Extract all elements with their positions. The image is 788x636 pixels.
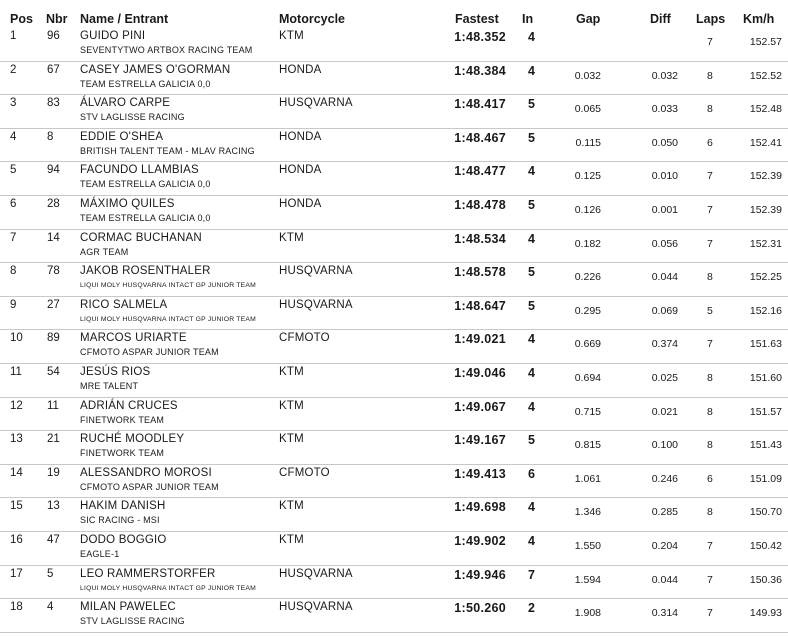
cell-team-name: AGR TEAM bbox=[80, 246, 129, 257]
cell-laps: 7 bbox=[707, 36, 713, 48]
cell-nbr: 89 bbox=[47, 332, 60, 345]
cell-pos: 6 bbox=[10, 197, 17, 210]
cell-rider-name: CASEY JAMES O'GORMAN bbox=[80, 63, 231, 76]
cell-fastest-lap: 1:49.046 bbox=[454, 365, 506, 380]
cell-fastest-lap: 1:49.902 bbox=[454, 533, 506, 548]
cell-motorcycle: HUSQVARNA bbox=[279, 97, 353, 110]
table-row bbox=[0, 162, 788, 196]
cell-fastest-lap: 1:48.477 bbox=[454, 164, 506, 179]
cell-team-name: STV LAGLISSE RACING bbox=[80, 616, 185, 627]
cell-team-name: TEAM ESTRELLA GALICIA 0,0 bbox=[80, 78, 211, 89]
cell-speed-kmh: 152.39 bbox=[749, 170, 782, 183]
cell-speed-kmh: 152.57 bbox=[749, 36, 782, 48]
cell-fastest-lap: 1:49.413 bbox=[454, 466, 506, 481]
cell-laps: 7 bbox=[707, 607, 713, 620]
cell-motorcycle: HONDA bbox=[279, 63, 322, 76]
header-in: In bbox=[522, 12, 534, 26]
cell-diff: 0.032 bbox=[651, 69, 678, 82]
table-row bbox=[0, 364, 788, 398]
table-row bbox=[0, 532, 788, 566]
cell-motorcycle: KTM bbox=[279, 533, 304, 546]
cell-team-name: LIQUI MOLY HUSQVARNA INTACT GP JUNIOR TEAM bbox=[80, 584, 256, 592]
cell-gap: 0.126 bbox=[574, 203, 601, 216]
cell-motorcycle: KTM bbox=[279, 365, 304, 378]
cell-nbr: 96 bbox=[47, 30, 60, 42]
cell-team-name: EAGLE-1 bbox=[80, 548, 120, 559]
header-kmh: Km/h bbox=[743, 12, 775, 26]
cell-speed-kmh: 151.63 bbox=[749, 338, 782, 351]
cell-pos: 12 bbox=[10, 399, 23, 412]
cell-fastest-lap: 1:48.417 bbox=[454, 97, 506, 112]
cell-fastest-lap: 1:48.352 bbox=[454, 30, 506, 44]
cell-motorcycle: KTM bbox=[279, 231, 304, 244]
cell-diff: 0.285 bbox=[651, 506, 678, 519]
cell-diff: 0.044 bbox=[651, 271, 678, 284]
cell-nbr: 4 bbox=[47, 601, 54, 614]
cell-in-lap: 5 bbox=[528, 298, 535, 313]
cell-nbr: 5 bbox=[47, 567, 54, 580]
cell-pos: 17 bbox=[10, 567, 23, 580]
cell-gap: 0.115 bbox=[575, 136, 601, 149]
table-row bbox=[0, 28, 788, 62]
cell-rider-name: DODO BOGGIO bbox=[80, 533, 167, 546]
cell-fastest-lap: 1:49.698 bbox=[454, 500, 506, 515]
cell-team-name: TEAM ESTRELLA GALICIA 0,0 bbox=[80, 179, 211, 190]
cell-in-lap: 5 bbox=[528, 265, 535, 280]
cell-team-name: BRITISH TALENT TEAM - MLAV RACING bbox=[80, 145, 255, 156]
cell-motorcycle: KTM bbox=[279, 500, 304, 513]
cell-fastest-lap: 1:49.021 bbox=[454, 332, 506, 347]
cell-motorcycle: KTM bbox=[279, 30, 304, 42]
cell-speed-kmh: 152.16 bbox=[749, 304, 782, 317]
header-gap: Gap bbox=[576, 12, 601, 26]
cell-pos: 18 bbox=[10, 601, 23, 614]
cell-laps: 6 bbox=[707, 472, 713, 485]
cell-laps: 5 bbox=[707, 304, 713, 317]
cell-team-name: MRE TALENT bbox=[80, 380, 139, 391]
cell-team-name: TEAM ESTRELLA GALICIA 0,0 bbox=[80, 212, 211, 223]
cell-fastest-lap: 1:49.067 bbox=[454, 399, 506, 414]
cell-laps: 8 bbox=[707, 103, 713, 116]
cell-speed-kmh: 152.41 bbox=[749, 136, 782, 149]
cell-diff: 0.069 bbox=[651, 304, 678, 317]
cell-diff: 0.010 bbox=[651, 170, 678, 183]
cell-nbr: 21 bbox=[47, 433, 60, 446]
cell-team-name: FINETWORK TEAM bbox=[80, 448, 165, 459]
table-row bbox=[0, 95, 788, 129]
cell-speed-kmh: 151.43 bbox=[749, 439, 782, 452]
cell-speed-kmh: 150.42 bbox=[749, 539, 782, 552]
cell-gap: 0.669 bbox=[574, 338, 601, 351]
header-laps: Laps bbox=[696, 12, 726, 26]
cell-motorcycle: HUSQVARNA bbox=[279, 567, 353, 580]
cell-pos: 7 bbox=[10, 231, 17, 244]
cell-pos: 14 bbox=[10, 466, 23, 479]
cell-diff: 0.044 bbox=[651, 573, 678, 586]
cell-speed-kmh: 151.57 bbox=[749, 405, 782, 418]
cell-rider-name: HAKIM DANISH bbox=[80, 500, 166, 513]
table-row bbox=[0, 566, 788, 600]
cell-gap: 0.065 bbox=[574, 103, 601, 116]
cell-in-lap: 6 bbox=[528, 466, 535, 481]
cell-motorcycle: CFMOTO bbox=[279, 466, 330, 479]
cell-in-lap: 5 bbox=[528, 97, 535, 112]
cell-speed-kmh: 152.31 bbox=[749, 237, 782, 250]
cell-in-lap: 4 bbox=[528, 533, 535, 548]
cell-pos: 4 bbox=[10, 130, 17, 143]
cell-laps: 6 bbox=[707, 136, 713, 149]
header-pos: Pos bbox=[10, 12, 33, 26]
cell-fastest-lap: 1:49.946 bbox=[454, 567, 506, 582]
cell-laps: 8 bbox=[707, 371, 713, 384]
cell-nbr: 78 bbox=[47, 265, 60, 278]
cell-motorcycle: HUSQVARNA bbox=[279, 298, 353, 311]
cell-nbr: 19 bbox=[47, 466, 60, 479]
cell-in-lap: 4 bbox=[528, 63, 535, 78]
cell-motorcycle: KTM bbox=[279, 433, 304, 446]
cell-diff: 0.374 bbox=[651, 338, 678, 351]
cell-rider-name: JESÚS RIOS bbox=[80, 365, 151, 378]
cell-nbr: 8 bbox=[47, 130, 54, 143]
cell-pos: 2 bbox=[10, 63, 17, 76]
cell-in-lap: 4 bbox=[528, 30, 535, 44]
table-row bbox=[0, 230, 788, 264]
header-name: Name / Entrant bbox=[80, 12, 169, 26]
cell-laps: 8 bbox=[707, 405, 713, 418]
cell-speed-kmh: 151.60 bbox=[749, 371, 782, 384]
cell-gap: 0.295 bbox=[574, 304, 601, 317]
cell-rider-name: RUCHÉ MOODLEY bbox=[80, 433, 185, 446]
cell-pos: 11 bbox=[10, 365, 22, 378]
cell-fastest-lap: 1:50.260 bbox=[454, 601, 506, 616]
cell-rider-name: RICO SALMELA bbox=[80, 298, 168, 311]
cell-pos: 8 bbox=[10, 265, 17, 278]
cell-team-name: FINETWORK TEAM bbox=[80, 414, 165, 425]
cell-laps: 8 bbox=[707, 439, 713, 452]
cell-nbr: 28 bbox=[47, 197, 60, 210]
cell-laps: 7 bbox=[707, 237, 713, 250]
table-header bbox=[0, 0, 788, 28]
cell-fastest-lap: 1:48.647 bbox=[454, 298, 506, 313]
cell-rider-name: ALESSANDRO MOROSI bbox=[80, 466, 212, 479]
cell-motorcycle: KTM bbox=[279, 399, 304, 412]
cell-in-lap: 4 bbox=[528, 399, 535, 414]
cell-gap: 0.182 bbox=[574, 237, 601, 250]
cell-in-lap: 5 bbox=[528, 433, 535, 448]
cell-nbr: 67 bbox=[47, 63, 60, 76]
cell-in-lap: 5 bbox=[528, 197, 535, 212]
table-row bbox=[0, 498, 788, 532]
results-table-body bbox=[0, 28, 788, 633]
cell-motorcycle: CFMOTO bbox=[279, 332, 330, 345]
cell-motorcycle: HUSQVARNA bbox=[279, 601, 353, 614]
table-row bbox=[0, 465, 788, 499]
cell-team-name: LIQUI MOLY HUSQVARNA INTACT GP JUNIOR TEAM bbox=[80, 282, 256, 290]
cell-diff: 0.021 bbox=[651, 405, 678, 418]
table-row bbox=[0, 398, 788, 432]
cell-laps: 7 bbox=[707, 338, 713, 351]
cell-diff: 0.001 bbox=[651, 203, 678, 216]
cell-team-name: LIQUI MOLY HUSQVARNA INTACT GP JUNIOR TEAM bbox=[80, 315, 256, 323]
cell-nbr: 13 bbox=[47, 500, 60, 513]
cell-gap: 1.594 bbox=[574, 573, 601, 586]
cell-rider-name: GUIDO PINI bbox=[80, 30, 146, 42]
cell-rider-name: FACUNDO LLAMBIAS bbox=[80, 164, 199, 177]
cell-gap: 1.550 bbox=[574, 539, 601, 552]
cell-speed-kmh: 149.93 bbox=[749, 607, 782, 620]
cell-pos: 16 bbox=[10, 533, 23, 546]
cell-gap: 0.815 bbox=[574, 439, 601, 452]
cell-rider-name: ADRIÁN CRUCES bbox=[80, 399, 178, 412]
cell-fastest-lap: 1:48.467 bbox=[454, 130, 506, 145]
table-row bbox=[0, 599, 788, 633]
cell-diff: 0.056 bbox=[651, 237, 678, 250]
cell-gap: 1.061 bbox=[574, 472, 601, 485]
cell-in-lap: 5 bbox=[528, 130, 535, 145]
cell-nbr: 94 bbox=[47, 164, 60, 177]
cell-pos: 1 bbox=[10, 30, 17, 42]
cell-fastest-lap: 1:48.534 bbox=[454, 231, 506, 246]
cell-rider-name: CORMAC BUCHANAN bbox=[80, 231, 202, 244]
cell-speed-kmh: 150.36 bbox=[749, 573, 782, 586]
cell-nbr: 54 bbox=[47, 365, 60, 378]
cell-motorcycle: HONDA bbox=[279, 197, 322, 210]
cell-fastest-lap: 1:48.384 bbox=[454, 63, 506, 78]
cell-pos: 9 bbox=[10, 298, 17, 311]
cell-diff: 0.204 bbox=[651, 539, 678, 552]
cell-in-lap: 4 bbox=[528, 231, 535, 246]
cell-diff: 0.246 bbox=[651, 472, 678, 485]
cell-pos: 10 bbox=[10, 332, 23, 345]
cell-fastest-lap: 1:49.167 bbox=[454, 433, 506, 448]
cell-laps: 7 bbox=[707, 203, 713, 216]
table-row bbox=[0, 196, 788, 230]
cell-speed-kmh: 152.48 bbox=[749, 103, 782, 116]
cell-in-lap: 7 bbox=[528, 567, 535, 582]
cell-rider-name: JAKOB ROSENTHALER bbox=[80, 265, 211, 278]
cell-team-name: STV LAGLISSE RACING bbox=[80, 112, 185, 123]
cell-rider-name: LEO RAMMERSTORFER bbox=[80, 567, 216, 580]
cell-gap: 0.032 bbox=[574, 69, 601, 82]
cell-diff: 0.050 bbox=[651, 136, 678, 149]
cell-laps: 7 bbox=[707, 539, 713, 552]
header-nbr: Nbr bbox=[46, 12, 68, 26]
header-diff: Diff bbox=[650, 12, 671, 26]
cell-speed-kmh: 152.39 bbox=[749, 203, 782, 216]
cell-fastest-lap: 1:48.478 bbox=[454, 197, 506, 212]
table-row bbox=[0, 297, 788, 331]
cell-rider-name: MÁXIMO QUILES bbox=[80, 197, 175, 210]
cell-team-name: SEVENTYTWO ARTBOX RACING TEAM bbox=[80, 45, 253, 55]
cell-laps: 7 bbox=[707, 170, 713, 183]
cell-nbr: 83 bbox=[47, 97, 60, 110]
cell-motorcycle: HONDA bbox=[279, 164, 322, 177]
cell-in-lap: 4 bbox=[528, 365, 535, 380]
cell-gap: 0.694 bbox=[574, 371, 601, 384]
header-fastest: Fastest bbox=[455, 12, 499, 26]
cell-gap: 1.346 bbox=[574, 506, 601, 519]
table-row bbox=[0, 129, 788, 163]
cell-diff: 0.025 bbox=[651, 371, 678, 384]
cell-nbr: 11 bbox=[47, 399, 59, 412]
cell-rider-name: EDDIE O'SHEA bbox=[80, 130, 164, 143]
cell-team-name: SIC RACING - MSI bbox=[80, 515, 160, 526]
cell-speed-kmh: 152.25 bbox=[749, 271, 782, 284]
cell-rider-name: MILAN PAWELEC bbox=[80, 601, 176, 614]
table-row bbox=[0, 263, 788, 297]
cell-laps: 8 bbox=[707, 271, 713, 284]
cell-motorcycle: HONDA bbox=[279, 130, 322, 143]
cell-nbr: 14 bbox=[47, 231, 60, 244]
cell-in-lap: 4 bbox=[528, 164, 535, 179]
cell-diff: 0.314 bbox=[651, 607, 678, 620]
cell-pos: 15 bbox=[10, 500, 23, 513]
cell-gap: 0.125 bbox=[574, 170, 601, 183]
cell-pos: 5 bbox=[10, 164, 17, 177]
cell-gap: 0.226 bbox=[574, 271, 601, 284]
cell-speed-kmh: 151.09 bbox=[749, 472, 782, 485]
cell-laps: 8 bbox=[707, 506, 713, 519]
cell-speed-kmh: 150.70 bbox=[749, 506, 782, 519]
cell-rider-name: ÁLVARO CARPE bbox=[80, 97, 171, 110]
table-row bbox=[0, 330, 788, 364]
cell-diff: 0.100 bbox=[651, 439, 678, 452]
cell-team-name: CFMOTO ASPAR JUNIOR TEAM bbox=[80, 347, 219, 358]
cell-nbr: 47 bbox=[47, 533, 60, 546]
cell-rider-name: MARCOS URIARTE bbox=[80, 332, 187, 345]
cell-motorcycle: HUSQVARNA bbox=[279, 265, 353, 278]
table-row bbox=[0, 62, 788, 96]
cell-team-name: CFMOTO ASPAR JUNIOR TEAM bbox=[80, 481, 219, 492]
cell-gap: 0.715 bbox=[574, 405, 601, 418]
cell-in-lap: 4 bbox=[528, 332, 535, 347]
cell-speed-kmh: 152.52 bbox=[749, 69, 782, 82]
cell-gap: 1.908 bbox=[574, 607, 601, 620]
cell-in-lap: 4 bbox=[528, 500, 535, 515]
cell-fastest-lap: 1:48.578 bbox=[454, 265, 506, 280]
cell-laps: 8 bbox=[707, 69, 713, 82]
cell-laps: 7 bbox=[707, 573, 713, 586]
cell-diff: 0.033 bbox=[651, 103, 678, 116]
cell-nbr: 27 bbox=[47, 298, 60, 311]
header-motorcycle: Motorcycle bbox=[279, 12, 345, 26]
cell-pos: 13 bbox=[10, 433, 23, 446]
cell-in-lap: 2 bbox=[528, 601, 535, 616]
cell-pos: 3 bbox=[10, 97, 17, 110]
table-row bbox=[0, 431, 788, 465]
